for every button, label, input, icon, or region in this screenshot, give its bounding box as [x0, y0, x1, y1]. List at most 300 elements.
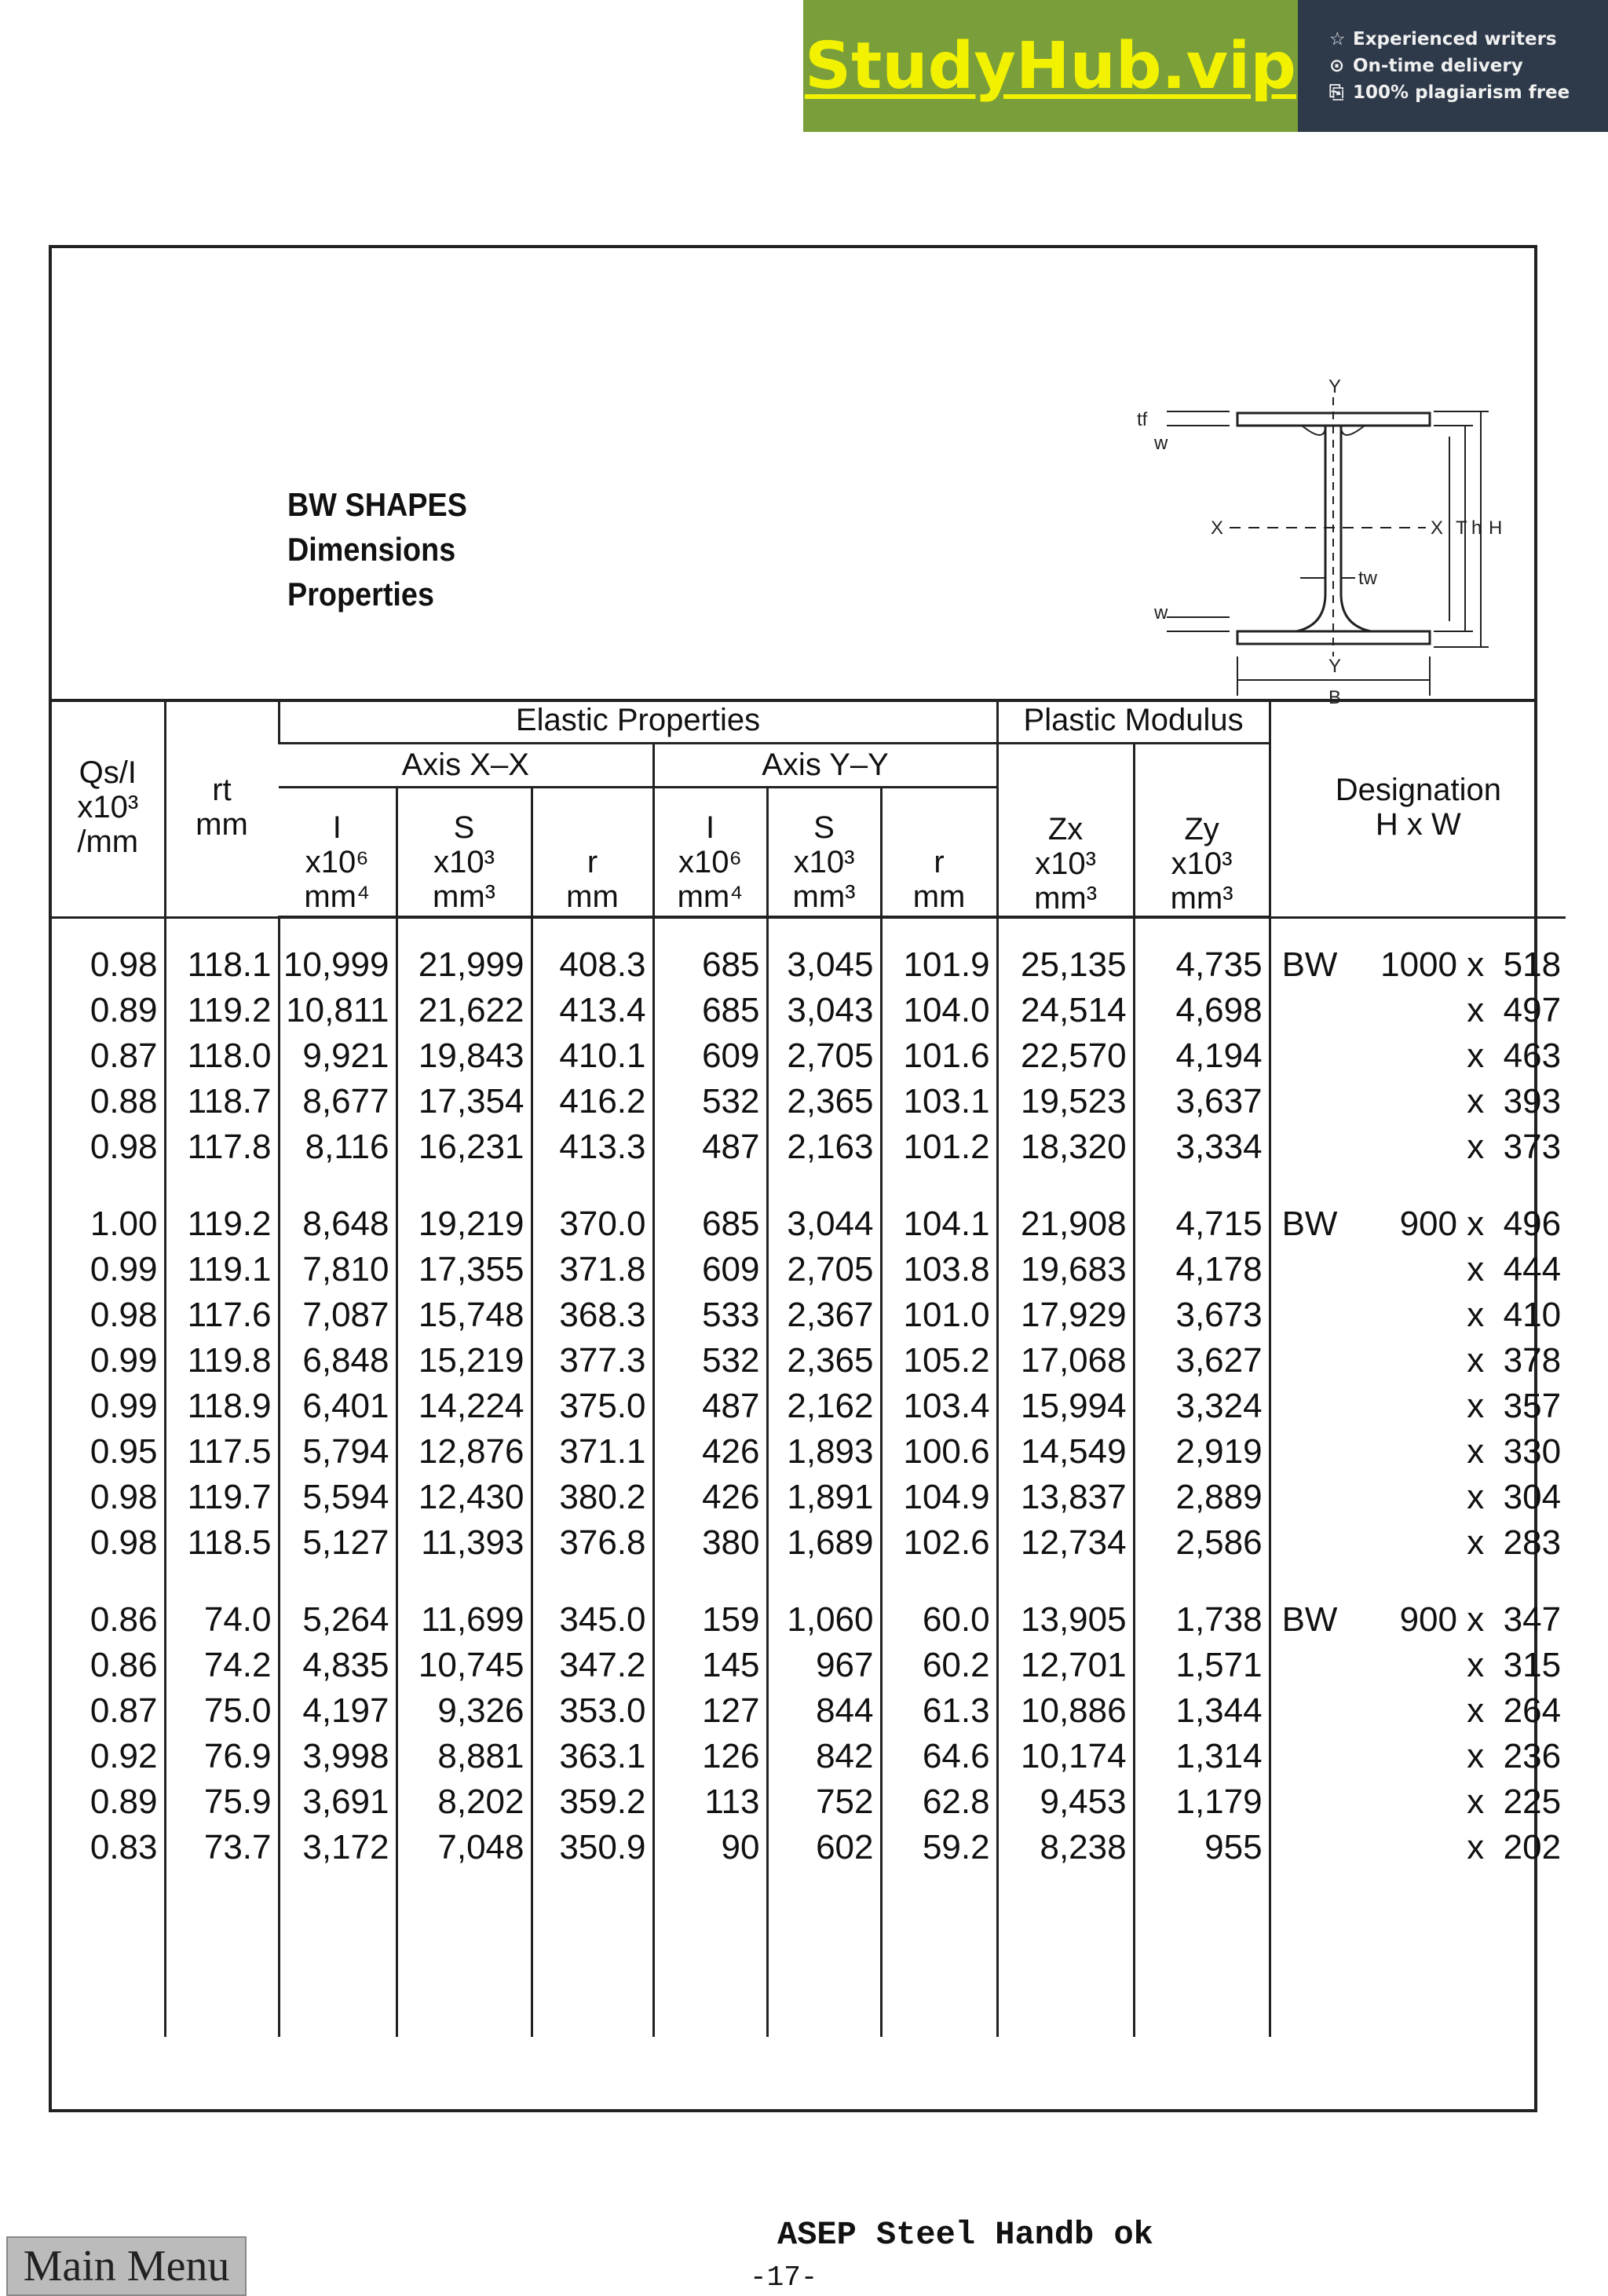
- table-cell: 752: [767, 1779, 881, 1825]
- table-row: [52, 1825, 1566, 1870]
- designation-size: x 410: [1467, 1296, 1562, 1334]
- brand-name: StudyHub.vip: [805, 28, 1296, 104]
- table-cell: 10,999: [279, 942, 397, 988]
- designation-cell: [1270, 1384, 1566, 1429]
- designation-size: x 497: [1467, 991, 1562, 1029]
- plastic-modulus-header: Plastic Modulus: [997, 699, 1270, 743]
- bw-shapes-table-frame: [49, 245, 1562, 2112]
- main-menu-button[interactable]: Main Menu: [6, 2236, 247, 2296]
- designation-prefix: [1282, 1384, 1345, 1429]
- table-cell: 4,698: [1134, 988, 1270, 1033]
- designation-cell: [1270, 1597, 1566, 1643]
- table-cell: 118.0: [165, 1033, 279, 1079]
- table-cell: 2,586: [1134, 1520, 1270, 1566]
- title-line-2: Dimensions: [287, 531, 456, 568]
- col-zx: Zx x10³ mm³: [997, 743, 1134, 917]
- table-cell: 10,174: [997, 1734, 1134, 1779]
- table-cell: 0.89: [90, 1782, 158, 1821]
- designation-cell: [1270, 1475, 1566, 1520]
- table-row: [52, 1079, 1566, 1124]
- table-cell: 60.2: [881, 1643, 997, 1688]
- svg-text:X: X: [1211, 517, 1224, 539]
- designation-prefix: [1282, 1292, 1345, 1338]
- table-row: [52, 1429, 1566, 1475]
- table-cell: 118.1: [165, 942, 279, 988]
- designation-size: x 315: [1467, 1646, 1562, 1684]
- table-row: [52, 1597, 1566, 1643]
- table-cell: 90: [653, 1825, 767, 1870]
- designation-prefix: [1282, 1033, 1345, 1079]
- designation-prefix: [1282, 1688, 1345, 1734]
- table-cell: 17,068: [997, 1338, 1134, 1384]
- table-cell: 0.98: [90, 945, 158, 984]
- star-icon: ☆: [1329, 29, 1346, 49]
- table-cell: 359.2: [532, 1779, 653, 1825]
- table-cell: 602: [767, 1825, 881, 1870]
- svg-text:Y: Y: [1328, 376, 1342, 397]
- table-cell: 74.0: [165, 1597, 279, 1643]
- table-row: [52, 1384, 1566, 1429]
- col-sy: S x10³ mm³: [767, 787, 881, 917]
- table-cell: 2,705: [767, 1033, 881, 1079]
- svg-text:h: h: [1471, 517, 1482, 539]
- table-cell: 5,794: [279, 1429, 397, 1475]
- table-cell: 17,355: [397, 1247, 532, 1292]
- clock-icon: ⊙: [1329, 56, 1345, 76]
- table-cell: 5,127: [279, 1520, 397, 1566]
- table-cell: 370.0: [532, 1201, 653, 1247]
- table-cell: 3,673: [1134, 1292, 1270, 1338]
- designation-prefix: [1282, 1429, 1345, 1475]
- table-cell: 368.3: [532, 1292, 653, 1338]
- designation-cell: [1270, 1734, 1566, 1779]
- handbook-title: ASEP Steel Handb ok: [777, 2216, 1153, 2254]
- table-cell: 2,367: [767, 1292, 881, 1338]
- table-cell: 119.8: [165, 1338, 279, 1384]
- designation-prefix: [1282, 1643, 1345, 1688]
- designation-size: x 264: [1467, 1691, 1562, 1730]
- designation-cell: [1270, 1643, 1566, 1688]
- col-zy: Zy x10³ mm³: [1134, 743, 1270, 917]
- table-cell: 7,810: [279, 1247, 397, 1292]
- table-cell: 127: [653, 1688, 767, 1734]
- title-line-1: BW SHAPES: [287, 486, 467, 523]
- table-body: [52, 917, 1566, 2037]
- table-cell: 118.9: [165, 1384, 279, 1429]
- table-cell: 62.8: [881, 1779, 997, 1825]
- col-rx: r mm: [532, 787, 653, 917]
- table-cell: 22,570: [997, 1033, 1134, 1079]
- table-cell: 4,178: [1134, 1247, 1270, 1292]
- designation-cell: [1270, 1338, 1566, 1384]
- table-cell: 0.89: [90, 991, 158, 1029]
- table-cell: 101.6: [881, 1033, 997, 1079]
- table-cell: 3,627: [1134, 1338, 1270, 1384]
- svg-text:X: X: [1431, 517, 1444, 539]
- table-cell: 117.6: [165, 1292, 279, 1338]
- svg-text:Y: Y: [1328, 656, 1342, 677]
- designation-cell: [1270, 1779, 1566, 1825]
- col-sx: S x10³ mm³: [397, 787, 532, 917]
- elastic-properties-header: Elastic Properties: [279, 699, 997, 743]
- table-cell: 6,401: [279, 1384, 397, 1429]
- table-row: [52, 1201, 1566, 1247]
- table-cell: 0.98: [90, 1296, 158, 1334]
- table-cell: 685: [653, 1201, 767, 1247]
- table-cell: 5,594: [279, 1475, 397, 1520]
- table-cell: 2,889: [1134, 1475, 1270, 1520]
- table-cell: 1,893: [767, 1429, 881, 1475]
- table-cell: 413.3: [532, 1124, 653, 1170]
- table-cell: 955: [1134, 1825, 1270, 1870]
- table-cell: 8,677: [279, 1079, 397, 1124]
- table-cell: 15,748: [397, 1292, 532, 1338]
- table-cell: 113: [653, 1779, 767, 1825]
- col-designation: Designation H x W: [1270, 699, 1566, 917]
- table-row: [52, 1033, 1566, 1079]
- table-cell: 7,048: [397, 1825, 532, 1870]
- table-cell: 376.8: [532, 1520, 653, 1566]
- designation-prefix: [1282, 1079, 1345, 1124]
- spacer-row: [52, 917, 1566, 942]
- table-cell: 12,430: [397, 1475, 532, 1520]
- table-cell: 104.1: [881, 1201, 997, 1247]
- designation-size: x 236: [1467, 1737, 1562, 1775]
- table-cell: 76.9: [165, 1734, 279, 1779]
- table-cell: 9,326: [397, 1688, 532, 1734]
- title-line-3: Properties: [287, 576, 434, 612]
- designation-prefix: BW: [1281, 945, 1338, 984]
- table-cell: 12,876: [397, 1429, 532, 1475]
- table-cell: 75.0: [165, 1688, 279, 1734]
- table-row: [52, 1688, 1566, 1734]
- table-cell: 1.00: [90, 1205, 158, 1243]
- table-cell: 3,045: [767, 942, 881, 988]
- designation-prefix: [1282, 1779, 1345, 1825]
- table-cell: 0.92: [90, 1737, 158, 1775]
- table-cell: 103.1: [881, 1079, 997, 1124]
- designation-cell: [1270, 1688, 1566, 1734]
- table-cell: 609: [653, 1247, 767, 1292]
- col-ry: r mm: [881, 787, 997, 917]
- table-cell: 75.9: [165, 1779, 279, 1825]
- table-cell: 6,848: [279, 1338, 397, 1384]
- table-cell: 685: [653, 988, 767, 1033]
- table-cell: 533: [653, 1292, 767, 1338]
- designation-size: x 202: [1467, 1828, 1562, 1866]
- table-cell: 10,886: [997, 1688, 1134, 1734]
- table-cell: 119.7: [165, 1475, 279, 1520]
- designation-size: x 463: [1467, 1036, 1562, 1075]
- table-cell: 8,238: [997, 1825, 1134, 1870]
- table-cell: 426: [653, 1429, 767, 1475]
- table-cell: 1,314: [1134, 1734, 1270, 1779]
- designation-prefix: [1282, 1338, 1345, 1384]
- axis-x-header: Axis X–X: [279, 743, 653, 787]
- table-row: [52, 1779, 1566, 1825]
- table-cell: 104.0: [881, 988, 997, 1033]
- table-cell: 967: [767, 1643, 881, 1688]
- table-cell: 13,905: [997, 1597, 1134, 1643]
- table-cell: 0.87: [90, 1691, 158, 1730]
- table-cell: 4,197: [279, 1688, 397, 1734]
- designation-prefix: [1282, 988, 1345, 1033]
- table-cell: 19,683: [997, 1247, 1134, 1292]
- designation-cell: [1270, 1825, 1566, 1870]
- designation-size: x 378: [1467, 1341, 1562, 1380]
- table-cell: 2,162: [767, 1384, 881, 1429]
- table-cell: 73.7: [165, 1825, 279, 1870]
- table-cell: 105.2: [881, 1338, 997, 1384]
- designation-prefix: [1282, 1825, 1345, 1870]
- table-cell: 0.88: [90, 1082, 158, 1121]
- table-cell: 64.6: [881, 1734, 997, 1779]
- table-cell: 10,811: [279, 988, 397, 1033]
- bw-shapes-properties-table: [52, 699, 1566, 2037]
- svg-text:B: B: [1328, 687, 1342, 708]
- table-cell: 19,523: [997, 1079, 1134, 1124]
- table-cell: 2,365: [767, 1338, 881, 1384]
- designation-size: x 225: [1467, 1782, 1562, 1821]
- table-cell: 126: [653, 1734, 767, 1779]
- table-cell: 118.7: [165, 1079, 279, 1124]
- spacer-row: [52, 1566, 1566, 1597]
- table-cell: 18,320: [997, 1124, 1134, 1170]
- feature-on-time: ⊙ On-time delivery: [1329, 56, 1523, 76]
- svg-text:H: H: [1489, 517, 1503, 539]
- table-cell: 117.8: [165, 1124, 279, 1170]
- studyhub-logo[interactable]: [803, 0, 1298, 132]
- table-cell: 487: [653, 1124, 767, 1170]
- svg-text:w: w: [1154, 433, 1168, 454]
- spacer-row: [52, 1870, 1566, 2037]
- table-cell: 0.86: [90, 1646, 158, 1684]
- designation-prefix: [1282, 1124, 1345, 1170]
- table-cell: 532: [653, 1338, 767, 1384]
- table-cell: 13,837: [997, 1475, 1134, 1520]
- table-cell: 1,689: [767, 1520, 881, 1566]
- table-cell: 119.2: [165, 988, 279, 1033]
- designation-cell: [1270, 942, 1566, 988]
- svg-text:w: w: [1154, 602, 1168, 623]
- table-cell: 12,734: [997, 1520, 1134, 1566]
- table-cell: 8,116: [279, 1124, 397, 1170]
- banner-features: [1298, 0, 1608, 132]
- table-cell: 159: [653, 1597, 767, 1643]
- table-row: [52, 1520, 1566, 1566]
- table-cell: 17,929: [997, 1292, 1134, 1338]
- designation-prefix: [1282, 1247, 1345, 1292]
- table-cell: 410.1: [532, 1033, 653, 1079]
- table-cell: 1,060: [767, 1597, 881, 1643]
- table-row: [52, 1643, 1566, 1688]
- table-cell: 4,715: [1134, 1201, 1270, 1247]
- spacer-row: [52, 1170, 1566, 1201]
- table-cell: 101.0: [881, 1292, 997, 1338]
- table-cell: 104.9: [881, 1475, 997, 1520]
- table-cell: 363.1: [532, 1734, 653, 1779]
- document-check-icon: ⎘: [1329, 82, 1344, 103]
- designation-size: x 357: [1467, 1387, 1562, 1425]
- designation-size: 1000 x 518: [1380, 945, 1562, 984]
- table-cell: 103.8: [881, 1247, 997, 1292]
- table-cell: 3,044: [767, 1201, 881, 1247]
- page-number: -17-: [750, 2261, 818, 2294]
- table-cell: 100.6: [881, 1429, 997, 1475]
- table-cell: 380.2: [532, 1475, 653, 1520]
- table-cell: 24,514: [997, 988, 1134, 1033]
- designation-prefix: BW: [1281, 1600, 1338, 1639]
- table-cell: 1,344: [1134, 1688, 1270, 1734]
- table-cell: 59.2: [881, 1825, 997, 1870]
- feature-experienced: ☆ Experienced writers: [1329, 29, 1557, 49]
- col-ix: I x10⁶ mm⁴: [279, 787, 397, 917]
- table-cell: 25,135: [997, 942, 1134, 988]
- table-cell: 10,745: [397, 1643, 532, 1688]
- designation-prefix: BW: [1281, 1205, 1338, 1243]
- table-cell: 119.1: [165, 1247, 279, 1292]
- table-cell: 3,324: [1134, 1384, 1270, 1429]
- table-cell: 14,549: [997, 1429, 1134, 1475]
- col-rt: rt mm: [165, 699, 279, 917]
- table-cell: 3,172: [279, 1825, 397, 1870]
- table-cell: 4,735: [1134, 942, 1270, 988]
- table-cell: 119.2: [165, 1201, 279, 1247]
- table-cell: 8,648: [279, 1201, 397, 1247]
- table-cell: 0.98: [90, 1523, 158, 1562]
- svg-text:T: T: [1456, 517, 1467, 539]
- table-cell: 4,835: [279, 1643, 397, 1688]
- table-cell: 9,921: [279, 1033, 397, 1079]
- page-title: [287, 482, 467, 616]
- table-cell: 1,891: [767, 1475, 881, 1520]
- table-cell: 371.1: [532, 1429, 653, 1475]
- table-cell: 844: [767, 1688, 881, 1734]
- table-cell: 60.0: [881, 1597, 997, 1643]
- table-cell: 3,691: [279, 1779, 397, 1825]
- table-cell: 4,194: [1134, 1033, 1270, 1079]
- table-cell: 0.99: [90, 1387, 158, 1425]
- table-cell: 9,453: [997, 1779, 1134, 1825]
- table-cell: 15,219: [397, 1338, 532, 1384]
- table-cell: 7,087: [279, 1292, 397, 1338]
- table-cell: 377.3: [532, 1338, 653, 1384]
- table-row: [52, 988, 1566, 1033]
- table-cell: 21,908: [997, 1201, 1134, 1247]
- table-cell: 0.86: [90, 1600, 158, 1639]
- table-row: [52, 1124, 1566, 1170]
- table-row: [52, 1475, 1566, 1520]
- table-cell: 0.95: [90, 1432, 158, 1471]
- table-cell: 0.98: [90, 1478, 158, 1516]
- table-cell: 5,264: [279, 1597, 397, 1643]
- table-cell: 118.5: [165, 1520, 279, 1566]
- designation-cell: [1270, 988, 1566, 1033]
- table-cell: 102.6: [881, 1520, 997, 1566]
- table-cell: 2,163: [767, 1124, 881, 1170]
- table-cell: 685: [653, 942, 767, 988]
- table-cell: 0.99: [90, 1341, 158, 1380]
- designation-cell: [1270, 1124, 1566, 1170]
- axis-y-header: Axis Y–Y: [653, 743, 997, 787]
- designation-cell: [1270, 1520, 1566, 1566]
- table-cell: 375.0: [532, 1384, 653, 1429]
- table-cell: 14,224: [397, 1384, 532, 1429]
- table-cell: 3,334: [1134, 1124, 1270, 1170]
- table-cell: 15,994: [997, 1384, 1134, 1429]
- designation-size: 900 x 347: [1399, 1600, 1562, 1639]
- svg-text:tf: tf: [1137, 409, 1148, 430]
- designation-size: 900 x 496: [1399, 1205, 1562, 1243]
- table-cell: 103.4: [881, 1384, 997, 1429]
- designation-cell: [1270, 1033, 1566, 1079]
- table-row: [52, 1734, 1566, 1779]
- table-cell: 2,365: [767, 1079, 881, 1124]
- designation-prefix: [1282, 1520, 1345, 1566]
- table-cell: 17,354: [397, 1079, 532, 1124]
- designation-size: x 283: [1467, 1523, 1562, 1562]
- designation-cell: [1270, 1201, 1566, 1247]
- table-cell: 101.9: [881, 942, 997, 988]
- designation-cell: [1270, 1247, 1566, 1292]
- designation-prefix: [1282, 1475, 1345, 1520]
- table-cell: 842: [767, 1734, 881, 1779]
- table-cell: 21,622: [397, 988, 532, 1033]
- table-cell: 353.0: [532, 1688, 653, 1734]
- table-cell: 487: [653, 1384, 767, 1429]
- table-cell: 0.99: [90, 1250, 158, 1289]
- table-cell: 371.8: [532, 1247, 653, 1292]
- designation-cell: [1270, 1429, 1566, 1475]
- col-iy: I x10⁶ mm⁴: [653, 787, 767, 917]
- table-cell: 1,738: [1134, 1597, 1270, 1643]
- designation-size: x 444: [1467, 1250, 1562, 1289]
- table-cell: 0.87: [90, 1036, 158, 1075]
- designation-prefix: [1282, 1734, 1345, 1779]
- table-cell: 19,843: [397, 1033, 532, 1079]
- table-cell: 145: [653, 1643, 767, 1688]
- table-cell: 350.9: [532, 1825, 653, 1870]
- table-cell: 426: [653, 1475, 767, 1520]
- col-qs: Qs/I x10³ /mm: [52, 699, 165, 917]
- table-cell: 416.2: [532, 1079, 653, 1124]
- designation-size: x 330: [1467, 1432, 1562, 1471]
- table-row: [52, 1247, 1566, 1292]
- table-cell: 3,998: [279, 1734, 397, 1779]
- table-cell: 347.2: [532, 1643, 653, 1688]
- table-cell: 1,571: [1134, 1643, 1270, 1688]
- designation-cell: [1270, 1079, 1566, 1124]
- designation-size: x 304: [1467, 1478, 1562, 1516]
- table-cell: 1,179: [1134, 1779, 1270, 1825]
- table-cell: 380: [653, 1520, 767, 1566]
- table-cell: 0.98: [90, 1128, 158, 1166]
- table-cell: 19,219: [397, 1201, 532, 1247]
- table-cell: 2,705: [767, 1247, 881, 1292]
- table-cell: 408.3: [532, 942, 653, 988]
- designation-size: x 373: [1467, 1128, 1562, 1166]
- table-cell: 12,701: [997, 1643, 1134, 1688]
- table-cell: 532: [653, 1079, 767, 1124]
- studyhub-banner[interactable]: [803, 0, 1608, 132]
- table-row: [52, 1338, 1566, 1384]
- table-cell: 8,881: [397, 1734, 532, 1779]
- table-cell: 0.83: [90, 1828, 158, 1866]
- svg-text:tw: tw: [1358, 568, 1377, 589]
- wide-flange-section-diagram: [1096, 311, 1520, 708]
- designation-cell: [1270, 1292, 1566, 1338]
- table-cell: 2,919: [1134, 1429, 1270, 1475]
